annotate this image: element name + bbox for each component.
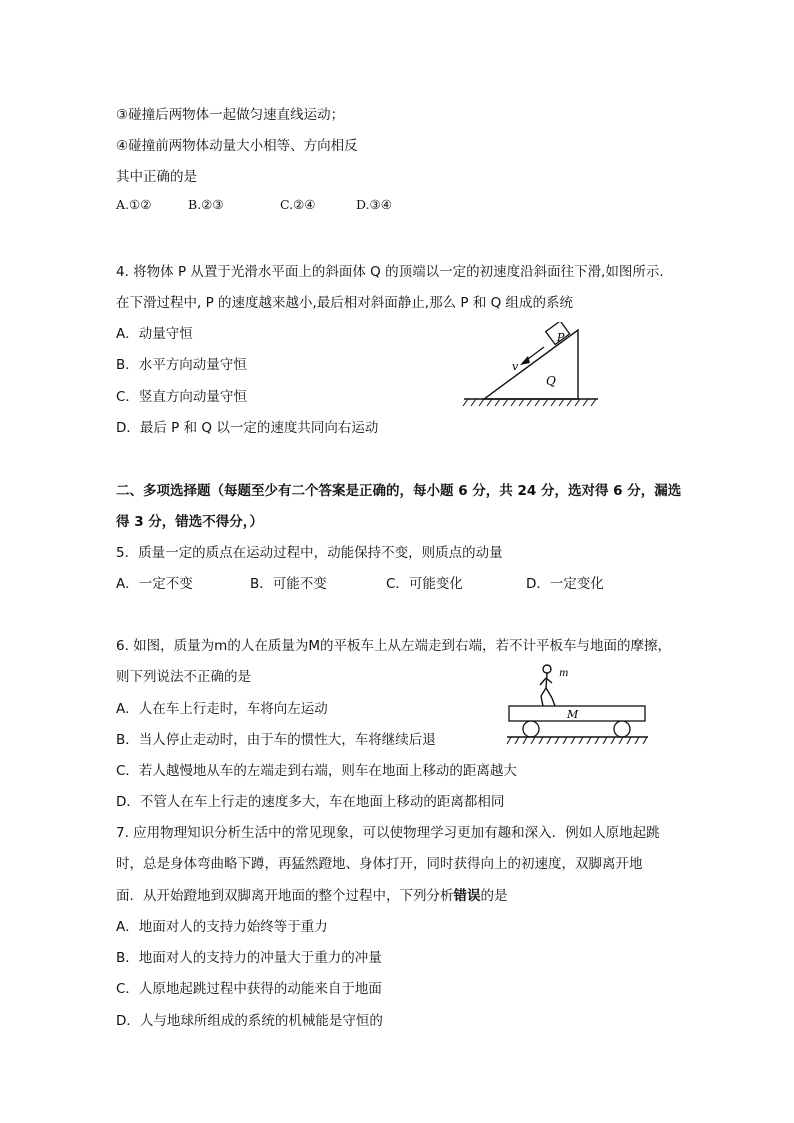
label-big-m: M — [567, 708, 579, 721]
label-m: m — [559, 668, 569, 679]
section2-heading-line1: 二、多项选择题（每题至少有二个答案是正确的，每小题 6 分，共 24 分，选对得 6 分，漏选 — [116, 483, 682, 499]
q5-option-c: C．可能变化 — [386, 576, 463, 592]
q5-options — [116, 572, 604, 592]
q7-stem-emphasis: 错误 — [453, 888, 481, 904]
q3-option-c: C.②④ — [280, 197, 316, 212]
q5-option-a: A．一定不变 — [116, 576, 193, 592]
q7-option-c: C．人原地起跳过程中获得的动能来自于地面 — [116, 981, 382, 997]
q6-option-d: D．不管人在车上行走的速度多大，车在地面上移动的距离都相同 — [116, 794, 505, 810]
incline-figure — [460, 322, 605, 412]
q3-option-b: B.②③ — [188, 197, 224, 212]
q7-option-b: B．地面对人的支持力的冲量大于重力的冲量 — [116, 950, 382, 966]
q3-statement-3: ③碰撞后两物体一起做匀速直线运动； — [116, 107, 345, 123]
q3-prompt: 其中正确的是 — [116, 169, 197, 185]
q4-option-b: B．水平方向动量守恒 — [116, 357, 247, 373]
q5-option-b: B．可能不变 — [250, 576, 327, 592]
q5-stem: 5．质量一定的质点在运动过程中，动能保持不变，则质点的动量 — [116, 545, 503, 561]
q6-stem-line1: 6. 如图，质量为m的人在质量为M的平板车上从左端走到右端，若不计平板车与地面的摩擦， — [116, 638, 671, 654]
q3-option-d: D.③④ — [356, 197, 392, 212]
q3-option-a: A.①② — [116, 197, 152, 212]
cart-figure — [505, 658, 650, 746]
q6-stem-line2: 则下列说法不正确的是 — [116, 669, 251, 685]
person-figure — [540, 665, 555, 706]
q3-options — [116, 197, 392, 212]
q3-statement-4: ④碰撞前两物体动量大小相等、方向相反 — [116, 138, 358, 154]
q5-option-d: D．一定变化 — [526, 576, 604, 592]
q4-stem-line1: 4. 将物体 P 从置于光滑水平面上的斜面体 Q 的顶端以一定的初速度沿斜面往下滑,如图所示. — [116, 264, 664, 280]
q4-option-a: A．动量守恒 — [116, 326, 193, 342]
q7-option-d: D．人与地球所组成的系统的机械能是守恒的 — [116, 1013, 383, 1029]
q6-option-c: C．若人越慢地从车的左端走到右端，则车在地面上移动的距离越大 — [116, 763, 517, 779]
q7-stem-line3-a: 面．从开始蹬地到双脚离开地面的整个过程中，下列分析 — [116, 888, 454, 904]
q7-stem-line1: 7. 应用物理知识分析生活中的常见现象，可以使物理学习更加有趣和深入．例如人原地起跳 — [116, 825, 660, 841]
label-v: v — [512, 360, 519, 373]
wheel-right — [614, 721, 630, 737]
q4-option-d: D．最后 P 和 Q 以一定的速度共同向右运动 — [116, 420, 379, 436]
q7-stem-line3-c: 的是 — [480, 888, 508, 904]
q6-option-a: A．人在车上行走时，车将向左运动 — [116, 701, 328, 717]
q7-stem-line2: 时，总是身体弯曲略下蹲，再猛然蹬地、身体打开，同时获得向上的初速度，双脚离开地 — [116, 856, 643, 872]
label-p: P — [557, 331, 565, 344]
q6-option-b: B．当人停止走动时，由于车的惯性大，车将继续后退 — [116, 732, 436, 748]
label-q: Q — [546, 374, 556, 388]
wheel-left — [523, 721, 539, 737]
q7-option-a: A．地面对人的支持力始终等于重力 — [116, 919, 328, 935]
section2-heading-line2: 得 3 分，错选不得分，） — [116, 514, 264, 530]
q7-stem-line3 — [116, 884, 508, 904]
q4-stem-line2: 在下滑过程中, P 的速度越来越小,最后相对斜面静止,那么 P 和 Q 组成的系统 — [116, 295, 574, 311]
q4-option-c: C．竖直方向动量守恒 — [116, 389, 247, 405]
